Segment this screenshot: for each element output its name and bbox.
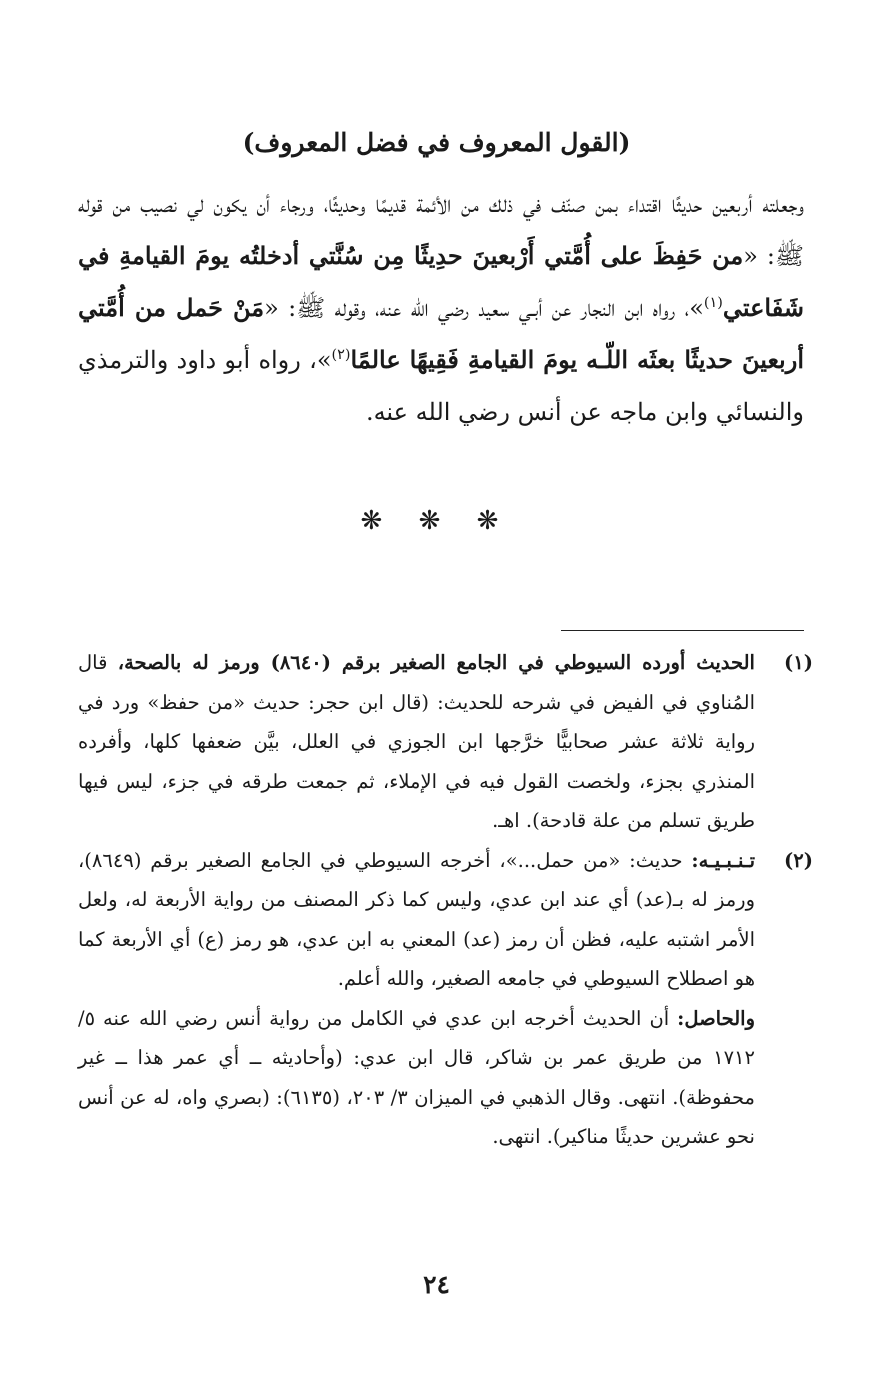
footnote-2 <box>78 841 813 999</box>
footnote-ref-2[interactable]: (٢) <box>331 347 351 363</box>
section-divider-ornament: ❋ ❋ ❋ <box>360 506 513 536</box>
footnote-lead: تـنـبـيـه: <box>691 848 755 872</box>
main-paragraph <box>78 178 804 438</box>
footnote-number: (٢) <box>784 848 813 872</box>
main-text <box>78 178 804 438</box>
narration-text-1: »، رواه ابن النجار عن أبـي سعيد رضي الله عنه، وقوله ﷺ: « <box>264 294 704 322</box>
footnote-ref-1[interactable]: (١) <box>703 295 723 311</box>
conclusion-body: أن الحديث أخرجه ابن عدي في الكامل من رواية أنس رضي الله عنه ٥/ ١٧١٢ من طريق عمر بن شاكر، قال ابن عدي: (وأحاديثه ــ أي عمر هذا ــ غير محفوظة). انتهى. وقال الذهبي في الميزان ٣/ ٢٠٣، (٦١٣٥): (بصري واه، له عن أنس نحو عشرين حديثًا مناكير). انتهى. <box>78 1006 755 1148</box>
hadith-quote-1: من حَفِظَ على أُمَّتي أَرْبعينَ حدِيثًا مِن سُنَّتي أدخلتُه يومَ القيامةِ في شَفَاعتي <box>78 241 804 322</box>
footnote-conclusion <box>78 999 755 1157</box>
footnotes <box>78 643 813 1157</box>
footnote-separator <box>561 630 804 631</box>
footnote-text <box>78 643 755 841</box>
hadith-quote-2: مَنْ حَمل من أُمَّتي أربعينَ حديثًا بعثَه اللّـه يومَ القيامةِ فَقِيهًا عالمًا <box>78 293 804 374</box>
footnote-lead: الحديث أورده السيوطي في الجامع الصغير برقم (٨٦٤٠) ورمز له بالصحة، <box>117 651 755 674</box>
page-number: ٢٤ <box>423 1270 450 1299</box>
footnote-body: حديث: «من حمل...»، أخرجه السيوطي في الجامع الصغير برقم (٨٦٤٩)، ورمز له بـ(عد) أي عند ابن عدي، وليس كما ذكر المصنف من رواية الأربعة له، ولعل الأمر اشتبه عليه، فظن أن رمز (عد) المعني به ابن عدي، هو رمز (ع) أي الأربعة كما هو اصطلاح السيوطي في جامعه الصغير، والله أعلم. <box>78 848 755 990</box>
footnote-body: قال المُناوي في الفيض في شرحه للحديث: (قال ابن حجر: حديث «من حفظ» ورد في رواية ثلاثة عشر صحابيًّا خرَّجها ابن الجوزي في العلل، بيَّن ضعفها كلها، وأفرده المنذري بجزء، ولخصت القول فيه في الإملاء، ثم جمعت طرقه في جزء، ليس فيها طريق تسلم من علة قادحة). اهـ. <box>78 651 755 832</box>
intro-text: وجعلته أربعين حديثًا اقتداء بمن صنّف في ذلك من الأئمة قديمًا وحديثًا، ورجاء أن يكون لي نصيب من قوله ﷺ: « <box>78 190 804 270</box>
footnote-1 <box>78 643 813 841</box>
footnote-number: (١) <box>784 651 813 674</box>
section-title: (القول المعروف في فضل المعروف) <box>242 128 631 157</box>
footnote-text <box>78 841 755 999</box>
conclusion-lead: والحاصل: <box>677 1006 755 1030</box>
narration-text-2: »، رواه أبو داود والترمذي والنسائي وابن ماجه عن أنس رضي الله عنه. <box>78 346 804 426</box>
